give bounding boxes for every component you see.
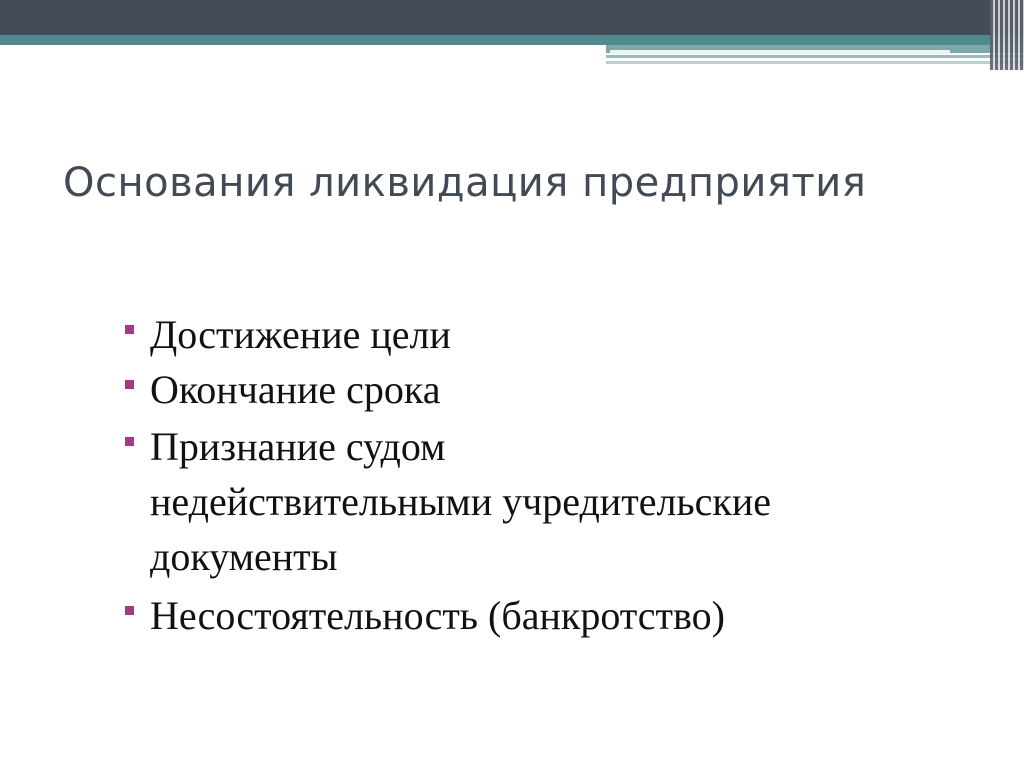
bullet-item xyxy=(122,419,790,584)
bullet-text: Окончание срока xyxy=(150,367,441,412)
bullet-square-icon xyxy=(125,325,134,334)
header-band-teal xyxy=(0,35,1024,45)
bullet-item xyxy=(122,307,942,362)
bullet-square-icon xyxy=(125,437,134,446)
bullet-list xyxy=(122,307,942,643)
header-band-highlight xyxy=(610,50,950,54)
header-band-dark xyxy=(0,0,1024,35)
bullet-item xyxy=(122,362,942,419)
bullet-square-icon xyxy=(125,380,134,389)
header-band-thin-1 xyxy=(606,55,1024,58)
header-band-thin-2 xyxy=(606,61,1024,64)
bullet-square-icon xyxy=(125,606,134,615)
header-edge-stripes xyxy=(990,0,1024,70)
bullet-text: Достижение цели xyxy=(150,312,451,357)
bullet-text: Несостоятельность (банкротство) xyxy=(150,593,725,638)
bullet-item xyxy=(122,588,942,643)
bullet-text: Признание судом недействительными учредительские документы xyxy=(150,424,771,579)
slide-title: Основания ликвидация предприятия xyxy=(63,160,867,206)
